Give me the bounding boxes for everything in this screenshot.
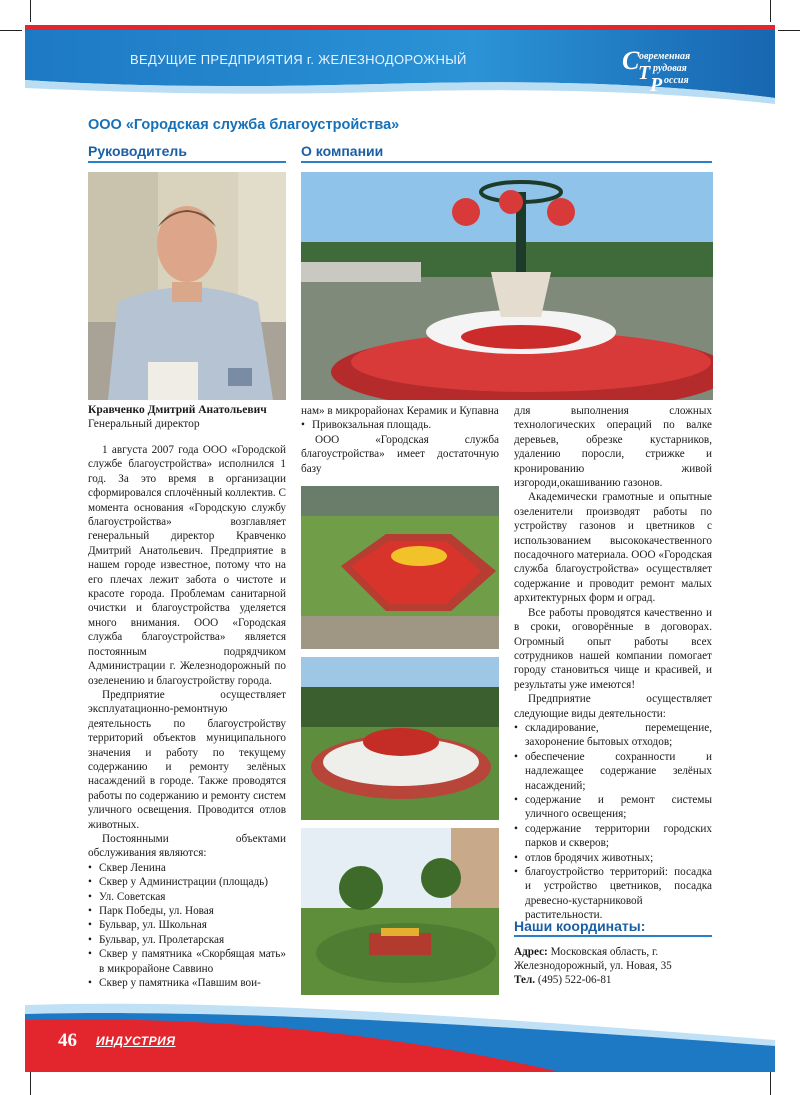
contacts-heading: Наши координаты:: [514, 918, 712, 937]
list-item: • содержание и ремонт системы уличного освещения;: [514, 793, 712, 822]
paragraph: 1 августа 2007 года ООО «Городской службе благоустройства» исполнился 1 год. За это время в организации сформировался сплочённый коллектив. С момента основания «Городскую службу благоустройства» возглавляет генеральный директор Кравченко Дмитрий Анатольевич. Предприятие в нашем городе известное, потому что на его плечах лежит забота о чистоте и красоте города. Проблемам санитарной очистки и благоустройства уделяется много внимания. ООО «Городская служба благоустройства» является постоянным подрядчиком Администрации г. Железнодорожный по озеленению и благоустройству города.: [88, 444, 286, 687]
list-item: • Сквер Ленина: [88, 861, 286, 875]
logo-letter: Т: [638, 62, 651, 84]
list-item: • содержание территории городских парков и скверов;: [514, 822, 712, 851]
paragraph: Все работы проводятся качественно и в сроки, оговорённые в договорах. Огромный опыт работы всех сотрудников нашей компании помогает городу становиться чище и красивей, и результаты уже имеются!: [514, 606, 712, 691]
logo-letter: С: [622, 46, 640, 75]
list-item: • Сквер у Администрации (площадь): [88, 875, 286, 889]
column-3: [514, 404, 712, 923]
column-1: [88, 443, 286, 990]
list-item: • Ул. Советская: [88, 890, 286, 904]
paragraph: Предприятие осуществляет следующие виды деятельности:: [514, 693, 712, 720]
logo-word: оссия: [664, 75, 689, 86]
phone-label: Тел.: [514, 974, 536, 986]
logo-word: овременная: [639, 51, 691, 62]
address-label: Адрес:: [514, 946, 548, 958]
list-item: • Привокзальная площадь.: [301, 418, 499, 432]
section-heading-leader: Руководитель: [88, 143, 286, 163]
paragraph: Предприятие осуществляет эксплуатационно-ремонтную деятельность по благоустройству территорий объектов муниципального значения и работу по текущему содержанию и ремонту зелёных насаждений в городе. Также проводятся работы по содержанию и ремонту систем уличного освещения. Проводится отлов животных.: [88, 688, 286, 831]
director-photo: [88, 172, 286, 400]
main-photo-flowerbed: [301, 172, 713, 400]
list-item: • Сквер у памятника «Павшим вои-: [88, 976, 286, 990]
director-role: Генеральный директор: [88, 418, 200, 430]
page-number: 46: [58, 1030, 77, 1051]
photo-star-flowerbed: [301, 486, 499, 649]
list-item: • складирование, перемещение, захоронение бытовых отходов;: [514, 721, 712, 750]
address: Московская область, г. Железнодорожный, ул. Новая, 35: [514, 946, 672, 972]
paragraph: Академически грамотные и опытные озеленители производят работы по устройству газонов и цветников с использованием высококачественного посадочного материала. ООО «Городская служба благоустройства» осуществляет содержание и проводит ремонт малых архитектурных форм и оград.: [514, 491, 712, 605]
paragraph: ООО «Городская служба благоустройства» имеет достаточную базу: [301, 433, 499, 475]
objects-list: [88, 861, 286, 991]
photo-park-flowerbed: [301, 828, 499, 995]
list-item: • Бульвар, ул. Пролетарская: [88, 933, 286, 947]
list-item: • благоустройство территорий: посадка и устройство цветников, посадка древесно-кустарниковой растительности.: [514, 865, 712, 923]
company-title: ООО «Городская служба благоустройства»: [88, 117, 400, 133]
section-heading-about: О компании: [301, 143, 712, 163]
list-item: • отлов бродячих животных;: [514, 851, 712, 865]
paragraph: для выполнения сложных технологических операций по валке деревьев, обрезке кустарников, удалению поросли, стрижке и кронированию живой изгороди,окашиванию газонов.: [514, 405, 712, 490]
activities-list: [514, 721, 712, 923]
magazine-name: ИНДУСТРИЯ: [96, 1034, 176, 1048]
logo-letter: Р: [650, 74, 663, 96]
magazine-logo: [622, 46, 712, 96]
phone: (495) 522-06-81: [537, 974, 612, 986]
list-item: • Сквер у памятника «Скорбящая мать» в микрорайоне Саввино: [88, 947, 286, 976]
list-item: • Парк Победы, ул. Новая: [88, 904, 286, 918]
photo-round-flowerbed: [301, 657, 499, 820]
director-name: Кравченко Дмитрий Анатольевич: [88, 404, 267, 416]
paragraph: нам» в микрорайонах Керамик и Купавна: [301, 405, 499, 417]
list-item: • обеспечение сохранности и надлежащее содержание зелёных насаждений;: [514, 750, 712, 793]
list-item: • Бульвар, ул. Школьная: [88, 918, 286, 932]
header-title: ВЕДУЩИЕ ПРЕДПРИЯТИЯ г. ЖЕЛЕЗНОДОРОЖНЫЙ: [130, 52, 467, 67]
paragraph: Постоянными объектами обслуживания являются:: [88, 832, 286, 860]
contacts-block: [514, 945, 714, 987]
logo-word: рудовая: [653, 63, 687, 74]
column-2: [301, 404, 499, 476]
